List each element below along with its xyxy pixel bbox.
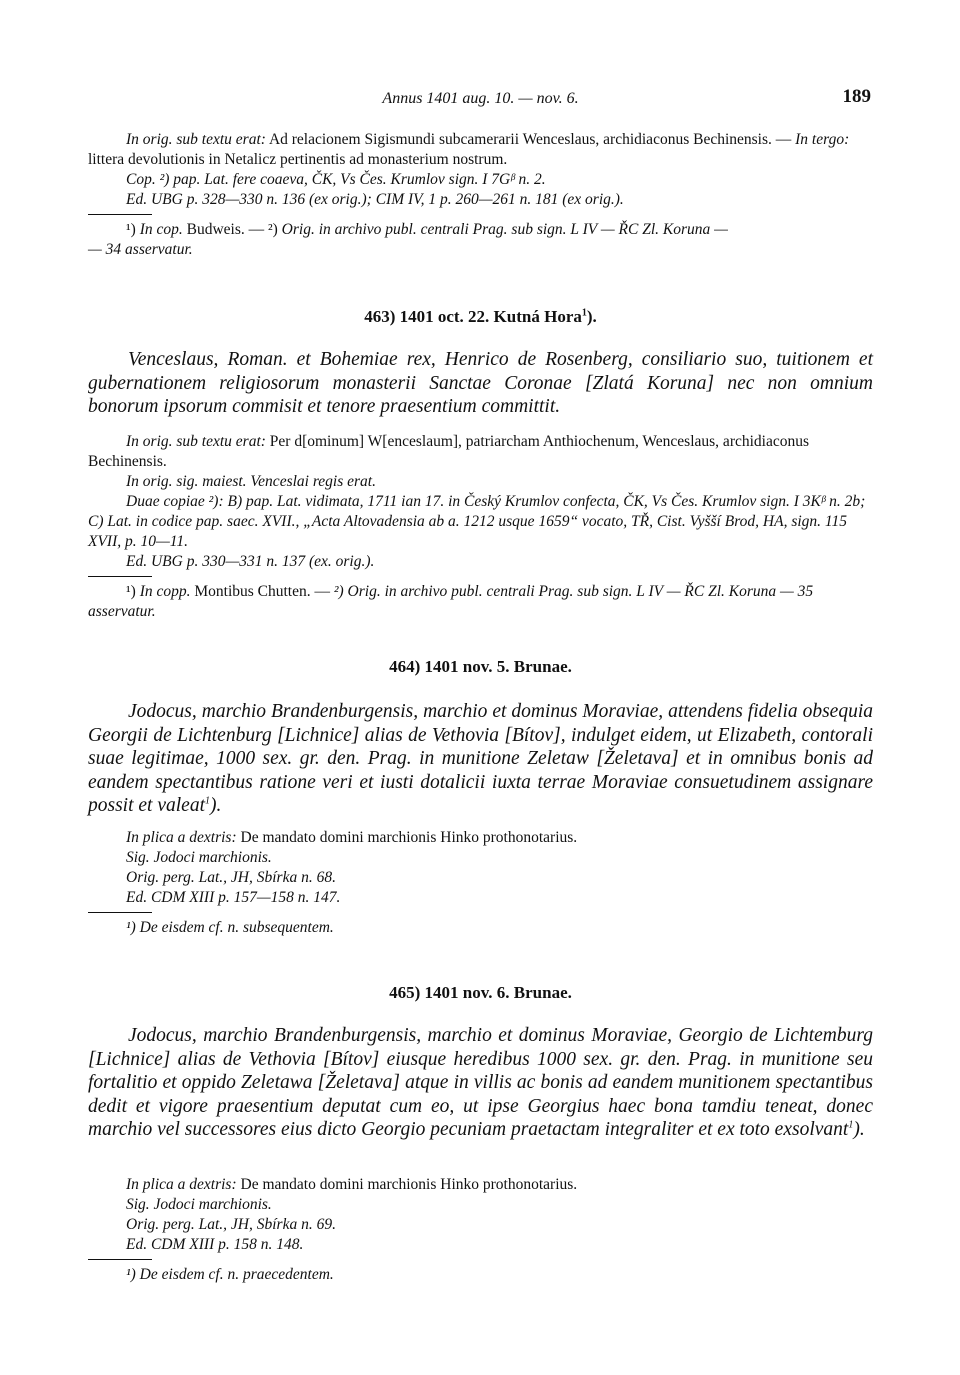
note-line: In plica a dextris: De mandato domini marchionis Hinko prothonotarius.	[126, 1176, 578, 1193]
footnote: ¹) In copp. Montibus Chutten. — ²) Orig. in archivo publ. centrali Prag. sub sign. L IV — ŘC Zl. Koruna — 35 asservatur.	[88, 583, 814, 620]
footnote-continued: — 34 asservatur.	[88, 241, 193, 258]
document-page	[88, 0, 873, 1375]
edition-note: Ed. CDM XIII p. 158 n. 148.	[126, 1236, 304, 1253]
document-heading-463: 463) 1401 oct. 22. Kutná Hora$^1$).	[364, 307, 597, 326]
regest-464: Jodocus, marchio Brandenburgensis, marchio et dominus Moraviae, attendens fidelia obsequia Georgii de Lichtenburg [Lichnice] alias de Vethovia [Bítov], indulget eidem, ut Elizabeth, contorali suae legitimae, 1000 sex. gr. den. Prag. in munitione Zeletaw [Želetava] et in omnibus bonis ad eandem spectantibus ratione veri et iusti dotalicii iuxta terrae Moraviae consuetudinem assignare possit et valeat$^1$).	[88, 701, 873, 816]
seal-note: In orig. sig. maiest. Venceslai regis erat.	[126, 473, 376, 490]
page-number: 189	[842, 86, 871, 107]
footnote: ¹) De eisdem cf. n. subsequentem.	[126, 919, 334, 936]
copy-note: Cop. ²) pap. Lat. fere coaeva, ČK, Vs Čes. Krumlov sign. I 7Gᵝ n. 2.	[126, 171, 546, 188]
original-note: Orig. perg. Lat., JH, Sbírka n. 69.	[126, 1216, 336, 1233]
regest-463: Venceslaus, Roman. et Bohemiae rex, Henrico de Rosenberg, consiliario suo, tuitionem et gubernationem religiosorum monasterii Sanctae Coronae [Zlatá Koruna] nec non omnium bonorum ipsorum commisit et tenore praesentium committit.	[88, 349, 873, 417]
note-line: In orig. sub textu erat: Ad relacionem Sigismundi subcamerarii Wenceslaus, archidiaconus Bechinensis. — In tergo: littera devolutionis in Netalicz pertinentis ad monasterium nostrum.	[88, 131, 850, 168]
page-header	[88, 86, 873, 114]
running-title: Annus 1401 aug. 10. — nov. 6.	[382, 90, 579, 107]
footnote-rule	[88, 1259, 152, 1260]
footnote-rule	[88, 214, 152, 215]
footnote: ¹) De eisdem cf. n. praecedentem.	[126, 1266, 334, 1283]
seal-note: Sig. Jodoci marchionis.	[126, 849, 272, 866]
previous-document-notes	[88, 130, 873, 260]
footnote-rule	[88, 912, 152, 913]
notes-465	[88, 1175, 873, 1285]
footnote-rule	[88, 576, 152, 577]
original-note: Orig. perg. Lat., JH, Sbírka n. 68.	[126, 869, 336, 886]
document-heading-464: 464) 1401 nov. 5. Brunae.	[389, 657, 572, 676]
document-heading-465: 465) 1401 nov. 6. Brunae.	[389, 983, 572, 1002]
seal-note: Sig. Jodoci marchionis.	[126, 1196, 272, 1213]
edition-note: Ed. CDM XIII p. 157—158 n. 147.	[126, 889, 341, 906]
notes-463	[88, 432, 873, 622]
note-line: In plica a dextris: De mandato domini marchionis Hinko prothonotarius.	[126, 829, 578, 846]
regest-465: Jodocus, marchio Brandenburgensis, marchio et dominus Moraviae, Georgio de Lichtemburg [Lichnice] alias de Vethovia [Bítov] eiusque heredibus 1000 sex. gr. den. Prag. in munitione seu fortalitio et oppido Zeletawa [Želetava] atque in villis ac bonis ad eandem munitionem spectantibus dedit et vigore praesentium deputat cum eo, ut ipse Georgius haec bona tamdiu teneat, donec marchio vel successores eius dicto Georgio pecuniam praetactam integraliter et ex toto exsolvant$^1$).	[88, 1025, 873, 1140]
footnote: ¹) In cop. Budweis. — ²) Orig. in archivo publ. centrali Prag. sub sign. L IV — ŘC Zl. Koruna —	[126, 221, 728, 238]
notes-464	[88, 828, 873, 938]
edition-note: Ed. UBG p. 330—331 n. 137 (ex. orig.).	[126, 553, 375, 570]
copies-note: Duae copiae ²): B) pap. Lat. vidimata, 1711 ian 17. in Český Krumlov confecta, ČK, Vs Čes. Krumlov sign. I 3Kᵝ n. 2b; C) Lat. in codice pap. saec. XVII., „Acta Altovadensia ab a. 1212 usque 1659“ vocato, TŘ, Cist. Vyšší Brod, HA, sign. 115 XVII, p. 10—11.	[88, 493, 866, 550]
note-line: In orig. sub textu erat: Per d[ominum] W[enceslaum], patriarcham Anthiochenum, Wenceslaus, archidiaconus Bechinensis.	[88, 433, 810, 470]
edition-note: Ed. UBG p. 328—330 n. 136 (ex orig.); CIM IV, 1 p. 260—261 n. 181 (ex orig.).	[126, 191, 624, 208]
